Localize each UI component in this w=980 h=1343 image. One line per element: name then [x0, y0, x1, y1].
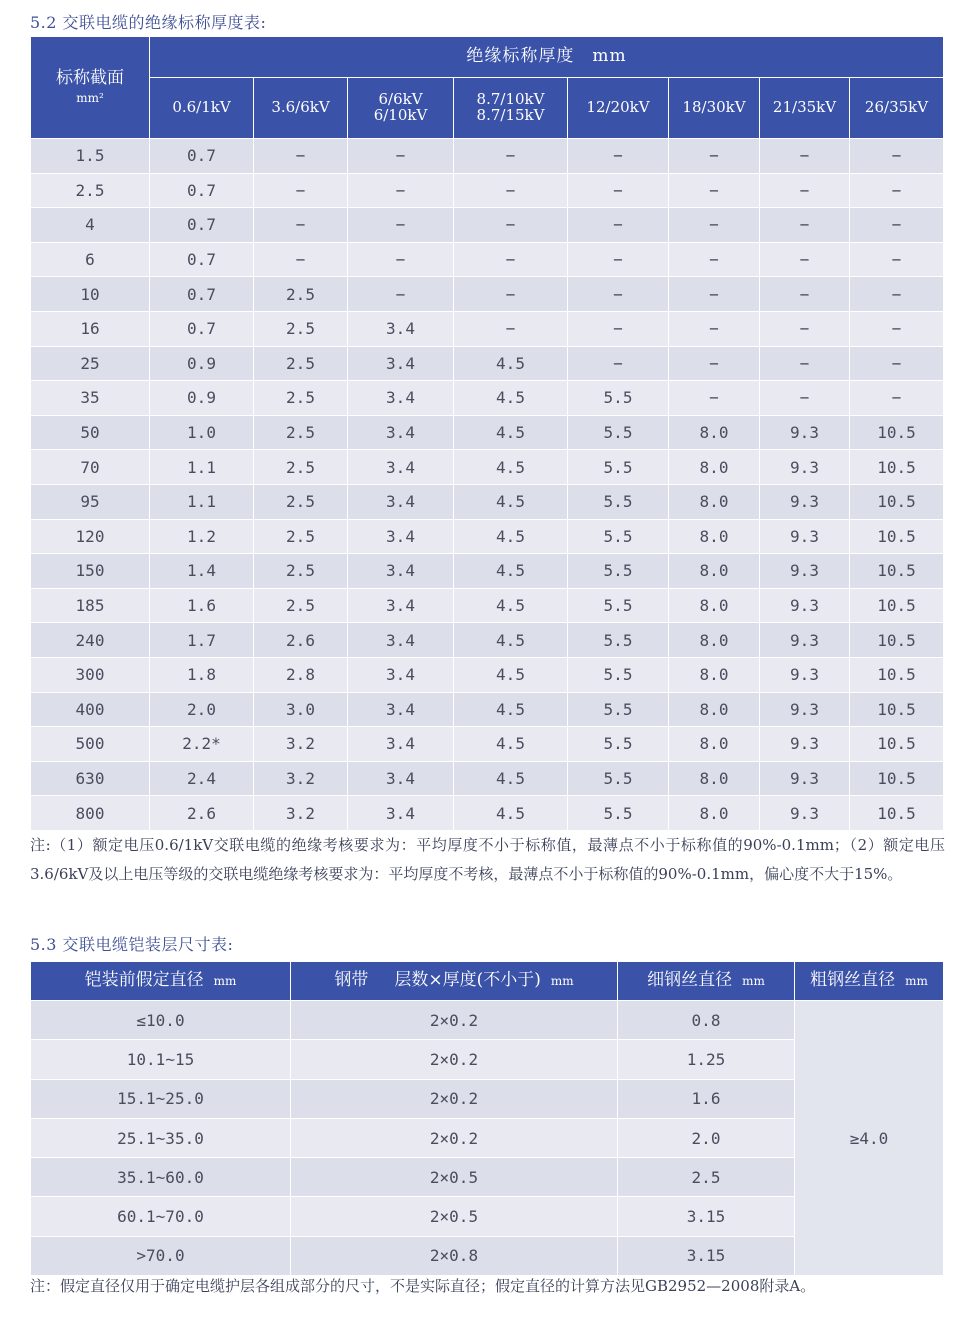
thickness-cell: 0.7 — [150, 242, 254, 277]
thickness-cell: 4.5 — [454, 727, 568, 762]
thickness-cell: 5.5 — [568, 381, 669, 416]
thickness-cell: − — [454, 139, 568, 174]
thickness-cell: 8.0 — [669, 519, 760, 554]
thickness-cell: 3.4 — [348, 554, 454, 589]
thickness-cell: − — [454, 242, 568, 277]
thickness-cell: − — [760, 242, 850, 277]
thickness-cell: 10.5 — [850, 484, 944, 519]
cross-section-cell: 4 — [31, 208, 150, 243]
thickness-cell: − — [669, 139, 760, 174]
thickness-cell: 8.0 — [669, 554, 760, 589]
thickness-cell: − — [568, 346, 669, 381]
table-row — [31, 761, 944, 796]
thickness-cell: 8.0 — [669, 588, 760, 623]
table-row — [31, 242, 944, 277]
assumed-diameter-cell: ≤10.0 — [31, 1001, 291, 1040]
cross-section-cell: 400 — [31, 692, 150, 727]
thickness-cell: 8.0 — [669, 484, 760, 519]
thickness-cell: 5.5 — [568, 588, 669, 623]
cross-section-cell: 95 — [31, 484, 150, 519]
thickness-cell: 4.5 — [454, 761, 568, 796]
assumed-diameter-cell: 60.1~70.0 — [31, 1197, 291, 1236]
thickness-cell: 10.5 — [850, 796, 944, 831]
thickness-cell: − — [254, 173, 348, 208]
voltage-header: 12/20kV — [568, 78, 669, 139]
thickness-cell: 3.2 — [254, 727, 348, 762]
assumed-diameter-cell: >70.0 — [31, 1236, 291, 1275]
steel-tape-cell: 2×0.2 — [291, 1040, 618, 1079]
fine-wire-label: 细钢丝直径 — [647, 970, 733, 991]
fine-wire-cell: 0.8 — [618, 1001, 795, 1040]
thickness-cell: 9.3 — [760, 657, 850, 692]
assumed-diameter-header — [31, 962, 291, 1001]
thickness-cell: 4.5 — [454, 692, 568, 727]
thickness-cell: 9.3 — [760, 796, 850, 831]
table-row — [31, 657, 944, 692]
thickness-cell: 8.0 — [669, 657, 760, 692]
cross-section-cell: 35 — [31, 381, 150, 416]
thickness-cell: 0.7 — [150, 208, 254, 243]
thickness-cell: 3.0 — [254, 692, 348, 727]
thickness-cell: 8.0 — [669, 761, 760, 796]
cross-section-cell: 240 — [31, 623, 150, 658]
thickness-cell: 2.5 — [254, 415, 348, 450]
armor-table-header — [31, 962, 944, 1001]
thickness-cell: − — [454, 173, 568, 208]
thickness-cell: − — [568, 277, 669, 312]
thickness-cell: 3.4 — [348, 657, 454, 692]
thickness-cell: 4.5 — [454, 346, 568, 381]
thickness-cell: − — [454, 311, 568, 346]
thickness-cell: − — [348, 139, 454, 174]
table-row — [31, 484, 944, 519]
thickness-cell: 5.5 — [568, 623, 669, 658]
thickness-cell: 3.4 — [348, 588, 454, 623]
thickness-cell: 10.5 — [850, 657, 944, 692]
thickness-cell: − — [568, 208, 669, 243]
thickness-cell: 10.5 — [850, 450, 944, 485]
thickness-cell: 3.2 — [254, 761, 348, 796]
table-row — [31, 311, 944, 346]
thickness-cell: 4.5 — [454, 415, 568, 450]
thickness-cell: − — [760, 139, 850, 174]
cross-section-cell: 6 — [31, 242, 150, 277]
thickness-cell: 4.5 — [454, 450, 568, 485]
thickness-cell: 1.1 — [150, 450, 254, 485]
voltage-header: 26/35kV — [850, 78, 944, 139]
voltage-header: 18/30kV — [669, 78, 760, 139]
thickness-cell: − — [348, 208, 454, 243]
thickness-cell: 9.3 — [760, 588, 850, 623]
thickness-cell: 3.4 — [348, 381, 454, 416]
thickness-cell: 10.5 — [850, 519, 944, 554]
thickness-cell: 8.0 — [669, 727, 760, 762]
thickness-cell: − — [669, 242, 760, 277]
table-row — [31, 692, 944, 727]
cross-section-cell: 630 — [31, 761, 150, 796]
section-title-insulation: 5.2 交联电缆的绝缘标称厚度表: — [30, 13, 267, 32]
voltage-header: 6/6kV 6/10kV — [348, 78, 454, 139]
fine-wire-cell: 2.5 — [618, 1158, 795, 1197]
table-row — [31, 450, 944, 485]
thickness-cell: − — [850, 381, 944, 416]
thickness-cell: − — [760, 173, 850, 208]
thickness-cell: 10.5 — [850, 588, 944, 623]
thickness-cell: 2.5 — [254, 381, 348, 416]
thickness-cell: 4.5 — [454, 588, 568, 623]
armor-dimension-table — [30, 961, 944, 1276]
cross-section-cell: 120 — [31, 519, 150, 554]
thickness-cell: 0.7 — [150, 139, 254, 174]
thickness-cell: − — [850, 208, 944, 243]
assumed-diameter-cell: 15.1~25.0 — [31, 1079, 291, 1118]
voltage-header: 0.6/1kV — [150, 78, 254, 139]
table-row — [31, 1001, 944, 1040]
coarse-wire-cell: ≥4.0 — [795, 1001, 944, 1276]
thickness-cell: 1.6 — [150, 588, 254, 623]
thickness-cell: 8.0 — [669, 796, 760, 831]
thickness-cell: 4.5 — [454, 796, 568, 831]
thickness-cell: 3.4 — [348, 484, 454, 519]
steel-tape-cell: 2×0.8 — [291, 1236, 618, 1275]
thickness-cell: 3.4 — [348, 623, 454, 658]
cross-section-cell: 25 — [31, 346, 150, 381]
thickness-cell: 8.0 — [669, 623, 760, 658]
steel-tape-header — [291, 962, 618, 1001]
thickness-cell: 2.5 — [254, 519, 348, 554]
thickness-cell: 1.1 — [150, 484, 254, 519]
voltage-header: 3.6/6kV — [254, 78, 348, 139]
thickness-cell: 3.4 — [348, 796, 454, 831]
thickness-cell: 10.5 — [850, 415, 944, 450]
thickness-cell: 3.4 — [348, 692, 454, 727]
fine-wire-cell: 3.15 — [618, 1197, 795, 1236]
thickness-cell: − — [454, 208, 568, 243]
thickness-cell: 4.5 — [454, 381, 568, 416]
thickness-cell: 5.5 — [568, 519, 669, 554]
thickness-cell: 9.3 — [760, 727, 850, 762]
voltage-header: 21/35kV — [760, 78, 850, 139]
armor-note: 注：假定直径仅用于确定电缆护层各组成部分的尺寸，不是实际直径；假定直径的计算方法见GB2952—2008附录A。 — [30, 1277, 816, 1295]
thickness-cell: 9.3 — [760, 761, 850, 796]
table-row — [31, 208, 944, 243]
fine-wire-cell: 2.0 — [618, 1118, 795, 1157]
thickness-cell: − — [760, 381, 850, 416]
thickness-cell: 0.7 — [150, 311, 254, 346]
thickness-cell: 0.9 — [150, 381, 254, 416]
thickness-cell: 10.5 — [850, 761, 944, 796]
coarse-wire-label: 粗钢丝直径 — [810, 970, 896, 991]
thickness-cell: − — [850, 311, 944, 346]
insulation-table-body — [31, 139, 944, 831]
cross-section-cell: 10 — [31, 277, 150, 312]
thickness-cell: − — [669, 381, 760, 416]
cross-section-cell: 500 — [31, 727, 150, 762]
thickness-cell: 5.5 — [568, 415, 669, 450]
table-row — [31, 415, 944, 450]
thickness-cell: 9.3 — [760, 415, 850, 450]
thickness-cell: − — [850, 139, 944, 174]
assumed-diameter-cell: 10.1~15 — [31, 1040, 291, 1079]
thickness-cell: 1.2 — [150, 519, 254, 554]
cross-section-cell: 50 — [31, 415, 150, 450]
thickness-cell: − — [454, 277, 568, 312]
thickness-cell: 4.5 — [454, 519, 568, 554]
assumed-diameter-label: 铠装前假定直径 — [84, 970, 204, 991]
thickness-cell: − — [760, 277, 850, 312]
thickness-cell: 3.4 — [348, 761, 454, 796]
thickness-cell: 1.0 — [150, 415, 254, 450]
thickness-cell: 8.0 — [669, 450, 760, 485]
thickness-cell: − — [760, 208, 850, 243]
thickness-cell: 2.2* — [150, 727, 254, 762]
thickness-cell: 3.2 — [254, 796, 348, 831]
table-row — [31, 519, 944, 554]
thickness-cell: 3.4 — [348, 450, 454, 485]
steel-tape-cell: 2×0.5 — [291, 1197, 618, 1236]
fine-wire-cell: 1.25 — [618, 1040, 795, 1079]
thickness-cell: 2.6 — [150, 796, 254, 831]
thickness-cell: 5.5 — [568, 554, 669, 589]
thickness-cell: 9.3 — [760, 623, 850, 658]
thickness-cell: 0.7 — [150, 173, 254, 208]
thickness-cell: 4.5 — [454, 623, 568, 658]
thickness-cell: 3.4 — [348, 519, 454, 554]
thickness-cell: 0.9 — [150, 346, 254, 381]
table-row — [31, 554, 944, 589]
cross-section-cell: 2.5 — [31, 173, 150, 208]
steel-tape-cell: 2×0.2 — [291, 1079, 618, 1118]
thickness-cell: 10.5 — [850, 623, 944, 658]
thickness-cell: 3.4 — [348, 346, 454, 381]
thickness-cell: 2.0 — [150, 692, 254, 727]
thickness-cell: − — [348, 173, 454, 208]
table-row — [31, 346, 944, 381]
thickness-cell: 5.5 — [568, 484, 669, 519]
thickness-cell: 8.0 — [669, 415, 760, 450]
thickness-cell: − — [669, 173, 760, 208]
thickness-cell: 3.4 — [348, 415, 454, 450]
thickness-cell: 10.5 — [850, 727, 944, 762]
cross-section-unit: mm² — [76, 91, 104, 106]
thickness-cell: − — [254, 139, 348, 174]
thickness-cell: 5.5 — [568, 657, 669, 692]
cross-section-cell: 800 — [31, 796, 150, 831]
cross-section-cell: 70 — [31, 450, 150, 485]
thickness-cell: − — [568, 139, 669, 174]
fine-wire-header — [618, 962, 795, 1001]
thickness-cell: 0.7 — [150, 277, 254, 312]
insulation-table-header — [31, 37, 944, 139]
thickness-cell: 4.5 — [454, 484, 568, 519]
thickness-cell: 9.3 — [760, 692, 850, 727]
voltage-header: 8.7/10kV 8.7/15kV — [454, 78, 568, 139]
thickness-cell: − — [669, 346, 760, 381]
thickness-cell: − — [568, 311, 669, 346]
thickness-cell: − — [568, 242, 669, 277]
thickness-cell: 9.3 — [760, 554, 850, 589]
cross-section-label: 标称截面 — [56, 68, 124, 89]
thickness-cell: 2.5 — [254, 588, 348, 623]
cross-section-cell: 150 — [31, 554, 150, 589]
thickness-cell: 3.4 — [348, 311, 454, 346]
steel-tape-label: 钢带 — [334, 970, 369, 991]
coarse-wire-unit: mm — [905, 974, 928, 989]
cross-section-cell: 16 — [31, 311, 150, 346]
thickness-cell: 4.5 — [454, 657, 568, 692]
section-title-armor: 5.3 交联电缆铠装层尺寸表: — [30, 935, 234, 954]
thickness-cell: 2.6 — [254, 623, 348, 658]
thickness-cell: 1.4 — [150, 554, 254, 589]
table-row — [31, 588, 944, 623]
layers-thickness-label: 层数×厚度(不小于) — [394, 970, 541, 991]
thickness-cell: 2.5 — [254, 554, 348, 589]
steel-tape-cell: 2×0.2 — [291, 1118, 618, 1157]
thickness-cell: − — [760, 346, 850, 381]
fine-wire-unit: mm — [742, 974, 765, 989]
thickness-cell: − — [254, 208, 348, 243]
table-row — [31, 277, 944, 312]
cross-section-cell: 185 — [31, 588, 150, 623]
thickness-cell: − — [760, 311, 850, 346]
thickness-cell: 5.5 — [568, 692, 669, 727]
thickness-cell: − — [850, 242, 944, 277]
thickness-cell: 4.5 — [454, 554, 568, 589]
table-row — [31, 623, 944, 658]
thickness-cell: 1.7 — [150, 623, 254, 658]
thickness-cell: 1.8 — [150, 657, 254, 692]
assumed-diameter-unit: mm — [213, 974, 237, 989]
insulation-thickness-group-header: 绝缘标称厚度 mm — [150, 37, 944, 78]
thickness-cell: 8.0 — [669, 692, 760, 727]
thickness-cell: − — [254, 242, 348, 277]
thickness-cell: − — [850, 346, 944, 381]
steel-tape-unit: mm — [550, 974, 574, 989]
thickness-cell: 5.5 — [568, 727, 669, 762]
thickness-cell: − — [850, 277, 944, 312]
table-row — [31, 139, 944, 174]
thickness-cell: 2.5 — [254, 277, 348, 312]
thickness-cell: 5.5 — [568, 450, 669, 485]
steel-tape-cell: 2×0.5 — [291, 1158, 618, 1197]
table-row — [31, 173, 944, 208]
table-row — [31, 381, 944, 416]
armor-table-body — [31, 1001, 944, 1276]
thickness-cell: − — [348, 277, 454, 312]
thickness-cell: 10.5 — [850, 692, 944, 727]
thickness-cell: 10.5 — [850, 554, 944, 589]
thickness-cell: 2.8 — [254, 657, 348, 692]
cross-section-cell: 1.5 — [31, 139, 150, 174]
thickness-cell: 2.4 — [150, 761, 254, 796]
coarse-wire-header — [795, 962, 944, 1001]
thickness-cell: 9.3 — [760, 450, 850, 485]
thickness-cell: 2.5 — [254, 450, 348, 485]
voltage-header-row — [31, 78, 944, 139]
insulation-thickness-table — [30, 36, 944, 831]
thickness-cell: − — [669, 208, 760, 243]
thickness-cell: − — [850, 173, 944, 208]
cross-section-cell: 300 — [31, 657, 150, 692]
fine-wire-cell: 1.6 — [618, 1079, 795, 1118]
thickness-cell: 2.5 — [254, 484, 348, 519]
thickness-cell: 9.3 — [760, 484, 850, 519]
cross-section-header — [31, 37, 150, 139]
thickness-cell: − — [348, 242, 454, 277]
table-row — [31, 796, 944, 831]
assumed-diameter-cell: 25.1~35.0 — [31, 1118, 291, 1157]
fine-wire-cell: 3.15 — [618, 1236, 795, 1275]
thickness-cell: − — [669, 311, 760, 346]
thickness-cell: 3.4 — [348, 727, 454, 762]
assumed-diameter-cell: 35.1~60.0 — [31, 1158, 291, 1197]
table-row — [31, 727, 944, 762]
thickness-cell: 5.5 — [568, 796, 669, 831]
thickness-cell: − — [669, 277, 760, 312]
thickness-cell: 2.5 — [254, 311, 348, 346]
insulation-note: 注:（1）额定电压0.6/1kV交联电缆的绝缘考核要求为：平均厚度不小于标称值，最薄点不小于标称值的90%-0.1mm；（2）额定电压3.6/6kV及以上电压等级的交联电缆绝缘考核要求为：平均厚度不考核，最薄点不小于标称值的90%-0.1mm，偏心度不大于15%。 — [30, 836, 945, 883]
thickness-cell: 5.5 — [568, 761, 669, 796]
steel-tape-cell: 2×0.2 — [291, 1001, 618, 1040]
thickness-cell: 2.5 — [254, 346, 348, 381]
thickness-cell: 9.3 — [760, 519, 850, 554]
thickness-cell: − — [568, 173, 669, 208]
